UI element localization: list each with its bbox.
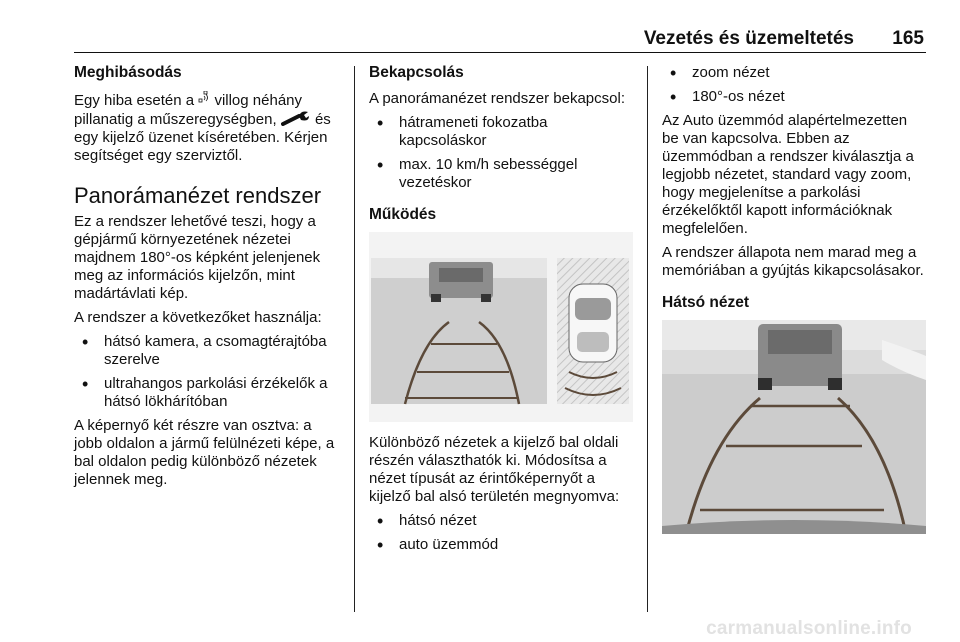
list-item: • hátsó kamera, a csomagtérajtóba szerelve xyxy=(74,333,344,369)
parking-sensor-icon xyxy=(198,90,210,102)
list-item: • max. 10 km/h sebességgel vezetéskor xyxy=(369,156,633,192)
uses-lead: A rendszer a következőket használja: xyxy=(74,309,322,326)
fault-text-a: Egy hiba esetén a xyxy=(74,92,195,109)
page-number: 165 xyxy=(892,28,924,49)
fault-text xyxy=(74,90,344,165)
split-screen-text: A képernyő két részre van osztva: a jobb oldalon a jármű felülnézeti képe, a bal oldalon pedig különböző nézetek jelennek meg. xyxy=(74,417,335,488)
list-item: • auto üzemmód xyxy=(369,536,633,554)
view-list-a xyxy=(369,512,633,554)
list-item: • hátsó nézet xyxy=(369,512,633,530)
column-middle xyxy=(369,64,633,560)
column-divider-left xyxy=(354,66,355,612)
panorama-display-illustration xyxy=(369,232,633,422)
intro-text: Ez a rendszer lehetővé teszi, hogy a gépjármű környezetének nézetei majdnem 180°-os képként jelenjenek meg az információs kijelzőn, mint madártávlati kép. xyxy=(74,213,321,302)
auto-mode-text: Az Auto üzemmód alapértelmezetten be van kapcsolva. Ebben az üzemmódban a rendszer kiválasztja a legjobb nézetet, standard vagy zoom, hogy megjelenítse a parkolási érzékelőktől kapott információknak megfelelően. xyxy=(662,112,914,237)
operation-heading: Működés xyxy=(369,206,437,223)
column-left xyxy=(74,64,344,495)
column-right xyxy=(662,64,926,534)
uses-list xyxy=(74,333,344,411)
activation-lead: A panorámanézet rendszer bekapcsol: xyxy=(369,90,625,107)
section-title: Panorámanézet rendszer xyxy=(74,183,322,208)
list-item: • 180°-os nézet xyxy=(662,88,926,106)
page-header xyxy=(74,0,926,53)
activation-heading: Bekapcsolás xyxy=(369,64,464,81)
list-item: • zoom nézet xyxy=(662,64,926,82)
rear-view-illustration xyxy=(662,320,926,534)
list-item: • hátrameneti fokozatba kapcsoláskor xyxy=(369,114,633,150)
list-item: • ultrahangos parkolási érzékelők a hátsó lökhárítóban xyxy=(74,375,344,411)
view-list-b xyxy=(662,64,926,106)
fault-text-c: és egy kijelző üzenet kíséretében. Kérjen segítséget egy szerviztől. xyxy=(74,111,331,164)
memory-text: A rendszer állapota nem marad meg a memóriában a gyújtás kikapcsolásakor. xyxy=(662,244,924,279)
column-divider-right xyxy=(647,66,648,612)
fault-heading: Meghibásodás xyxy=(74,64,182,81)
fault-text-b: villog néhány pillanatig a műszeregységben, xyxy=(74,92,302,128)
watermark: carmanualsonline.info xyxy=(706,618,912,639)
figure-caption: Különböző nézetek a kijelző bal oldali részén választhatók ki. Módosítsa a nézet típusát az érintőképernyőt a kijelző bal alsó területén megnyomva: xyxy=(369,434,620,505)
chapter-title: Vezetés és üzemeltetés xyxy=(643,28,854,49)
rear-view-heading: Hátsó nézet xyxy=(662,294,749,311)
activation-list xyxy=(369,114,633,192)
wrench-icon xyxy=(281,110,311,126)
